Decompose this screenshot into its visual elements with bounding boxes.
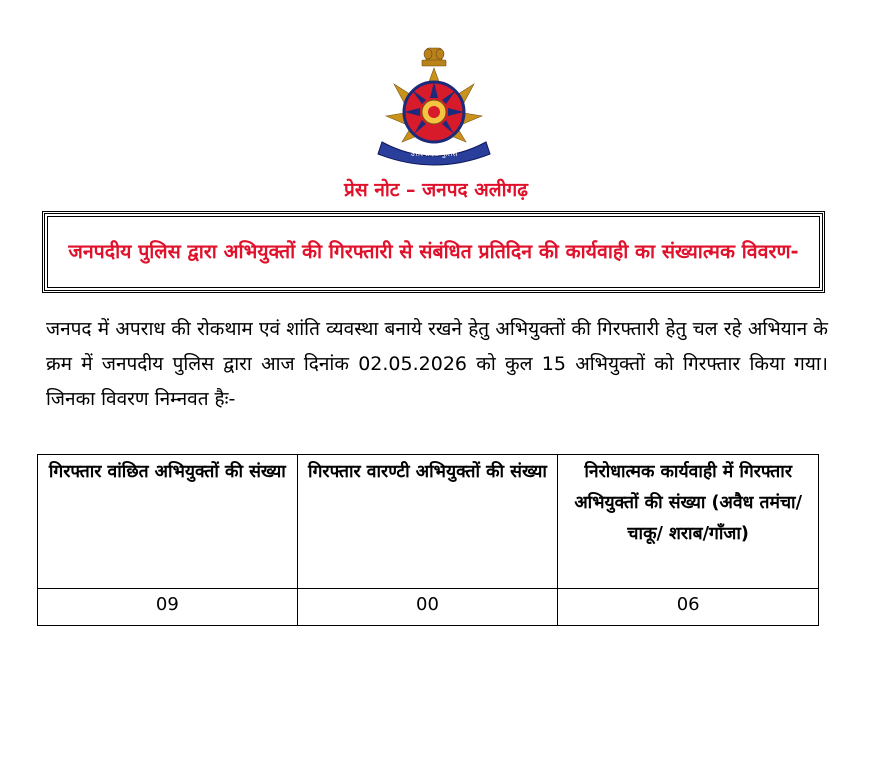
table-row — [38, 589, 819, 626]
arrest-count-table — [37, 454, 819, 626]
table-header-row — [38, 455, 819, 589]
value-warrant-accused: 00 — [297, 589, 558, 626]
title-box — [42, 211, 825, 293]
up-police-emblem — [372, 46, 496, 166]
emblem-arc-text: उत्तर प्रदेश पुलिस — [410, 149, 458, 158]
press-note-heading: प्रेस नोट – जनपद अलीगढ़ — [344, 179, 528, 201]
report-title: जनपदीय पुलिस द्वारा अभियुक्तों की गिरफ्तारी से संबंधित प्रतिदिन की कार्यवाही का संख्यात्मक विवरण- — [47, 216, 820, 288]
value-wanted-accused: 09 — [38, 589, 298, 626]
value-preventive-action: 06 — [558, 589, 819, 626]
header-warrant-accused: गिरफ्तार वारण्टी अभियुक्तों की संख्या — [297, 455, 558, 589]
intro-paragraph: जनपद में अपराध की रोकथाम एवं शांति व्यवस्था बनाये रखने हेतु अभियुक्तों की गिरफ्तारी हेतु चल रहे अभियान के क्रम में जनपदीय पुलिस द्वारा आज दिनांक 02.05.2026 को कुल 15 अभियुक्तों को गिरफ्तार किया गया। जिनका विवरण निम्नवत हैः- — [46, 318, 828, 410]
header-preventive-action: निरोधात्मक कार्यवाही में गिरफ्तार अभियुक्तों की संख्या (अवैध तमंचा/चाकू/ शराब/गाँजा) — [558, 455, 819, 589]
header-wanted-accused: गिरफ्तार वांछित अभियुक्तों की संख्या — [38, 455, 298, 589]
